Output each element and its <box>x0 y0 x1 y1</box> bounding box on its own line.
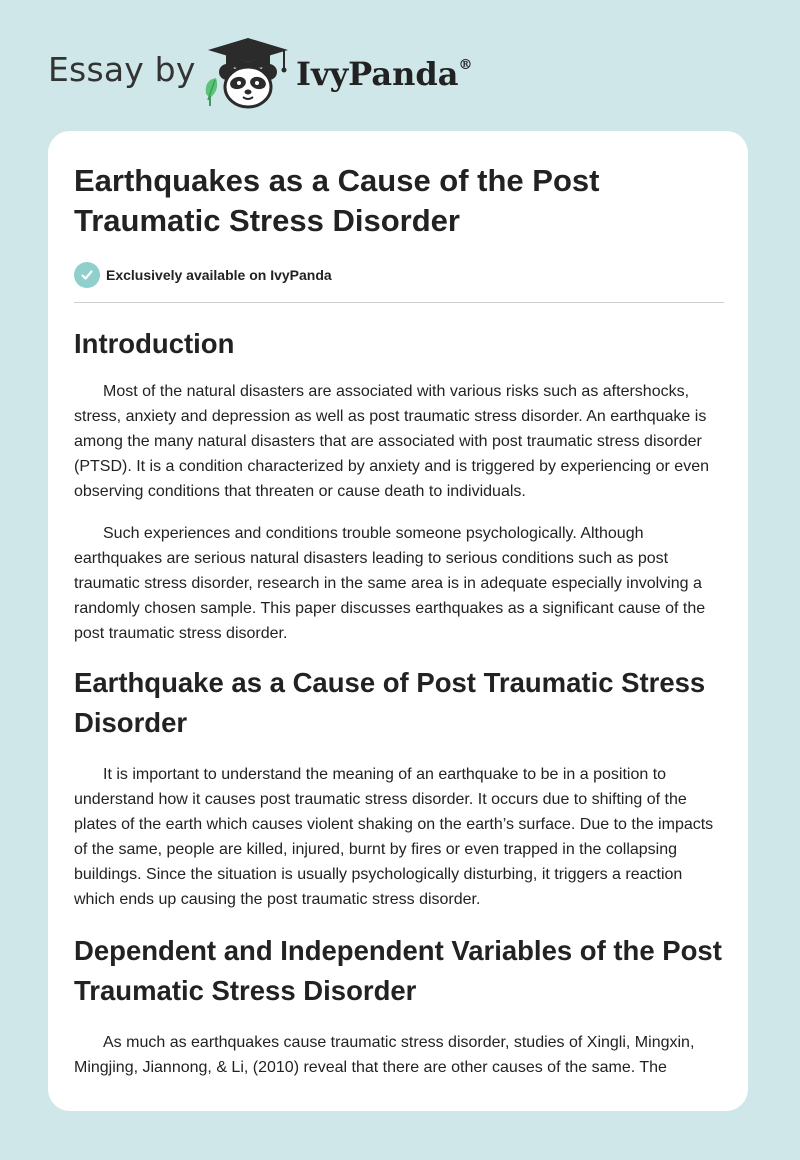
section-heading-introduction: Introduction <box>74 328 235 359</box>
section-heading-variables: Dependent and Independent Variables of the Post Traumatic Stress Disorder <box>74 935 722 1006</box>
brand-name-text: IvyPanda <box>296 55 459 93</box>
paragraph: Most of the natural disasters are associated with various risks such as aftershocks, stress, anxiety and depression as well as post traumatic stress disorder. An earthquake is among the many natural disasters that are associated with post traumatic stress disorder (PTSD). It is a condition characterized by anxiety and is triggered by experiencing or even observing conditions that threaten or cause death to individuals. <box>74 383 709 500</box>
essay-by-label: Essay by <box>48 50 196 89</box>
brand-name[interactable] <box>296 55 472 93</box>
check-icon <box>74 262 100 288</box>
divider <box>74 302 724 303</box>
registered-mark: ® <box>458 57 473 74</box>
paragraph: Such experiences and conditions trouble someone psychologically. Although earthquakes are serious natural disasters leading to serious conditions such as post traumatic stress disorder, research in the same area is in adequate especially involving a randomly chosen sample. This paper discusses earthquakes as a significant cause of the post traumatic stress disorder. <box>74 525 706 642</box>
section-heading-earthquake-cause: Earthquake as a Cause of Post Traumatic Stress Disorder <box>74 667 706 738</box>
exclusive-label: Exclusively available on IvyPanda <box>106 267 332 283</box>
site-header <box>0 0 800 130</box>
paragraph: As much as earthquakes cause traumatic stress disorder, studies of Xingli, Mingxin, Mingjing, Jiannong, & Li, (2010) reveal that there are other causes of the same. The <box>74 1034 695 1076</box>
paragraph: It is important to understand the meaning of an earthquake to be in a position to understand how it causes post traumatic stress disorder. It occurs due to shifting of the plates of the earth which causes violent shaking on the earth’s surface. Due to the impacts of the same, people are killed, injured, burnt by fires or even trapped in the collapsing buildings. Since the situation is usually psychologically disturbing, it triggers a reaction which ends up causing the post traumatic stress disorder. <box>74 766 714 908</box>
exclusive-badge <box>74 261 724 289</box>
essay-content <box>74 161 724 1080</box>
panda-logo-icon[interactable] <box>200 34 296 110</box>
page-title: Earthquakes as a Cause of the Post Traumatic Stress Disorder <box>74 163 600 238</box>
essay-card <box>48 131 748 1111</box>
